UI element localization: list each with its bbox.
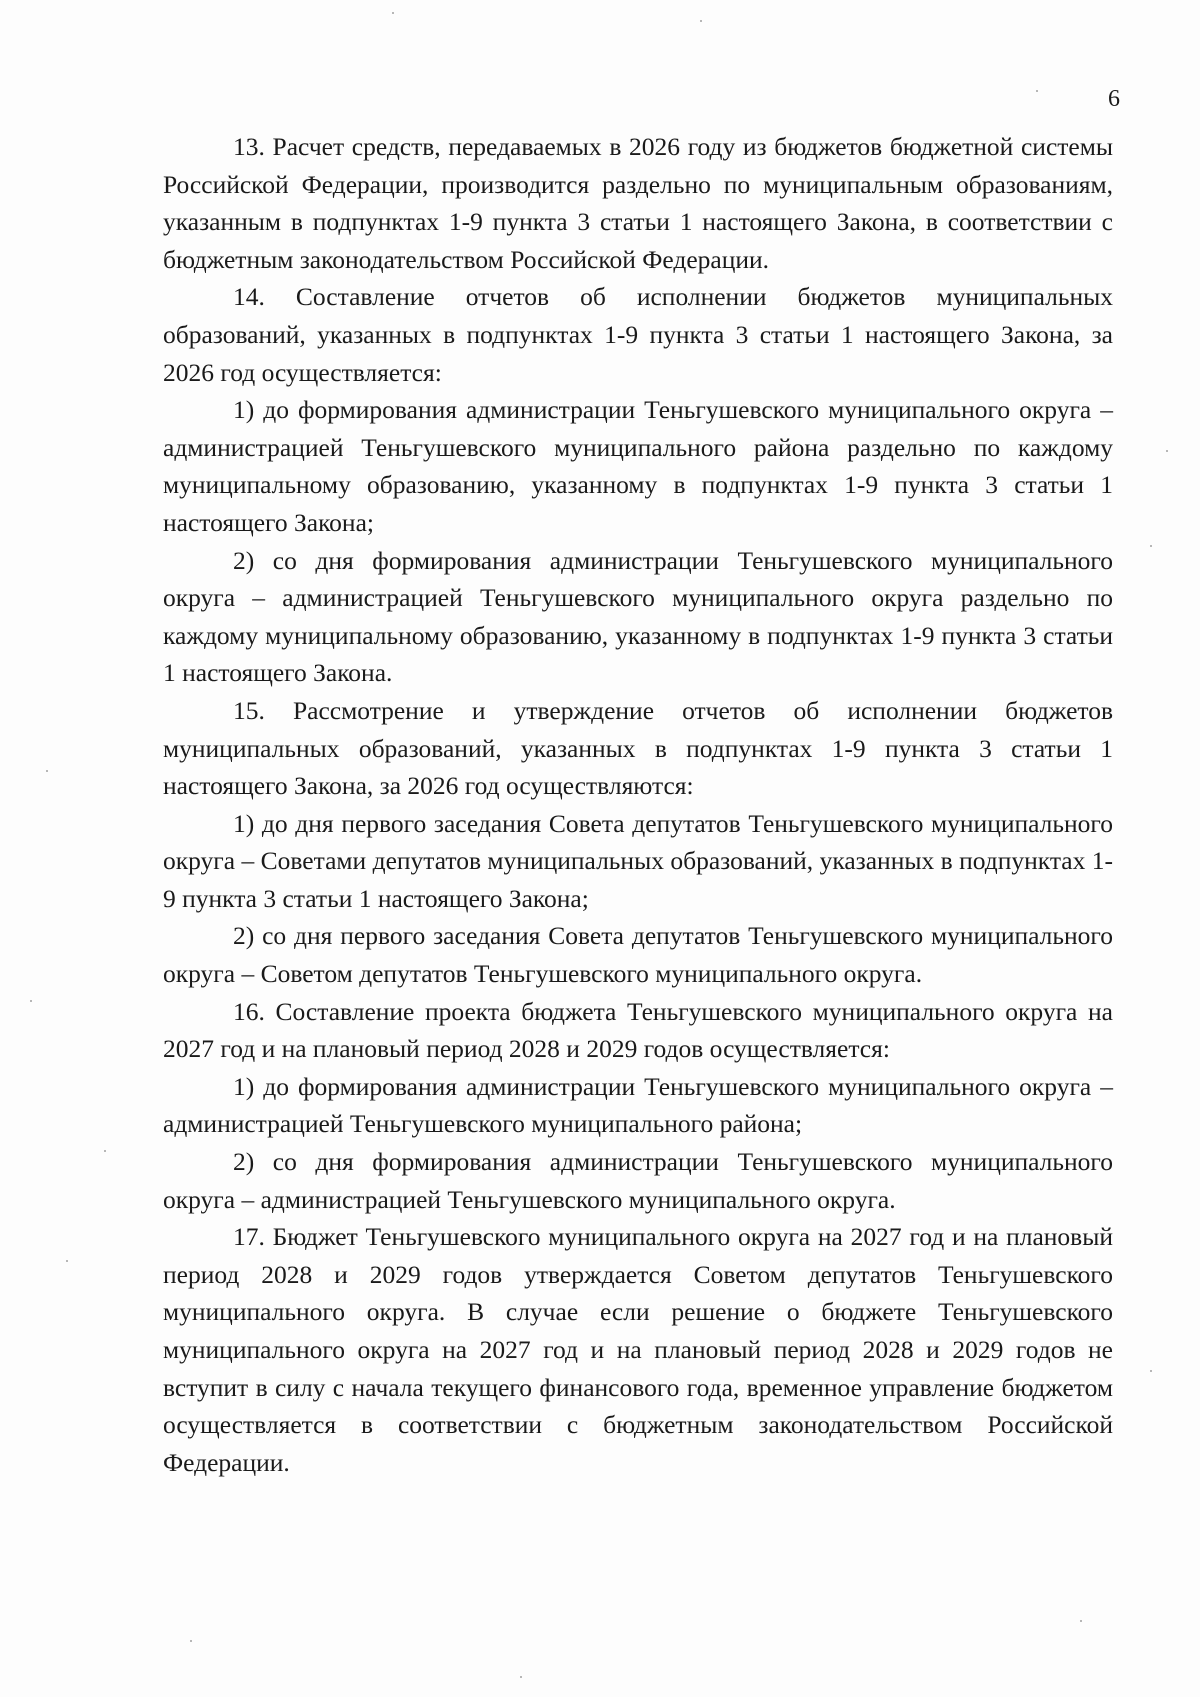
paragraph-15-item-2: 2) со дня первого заседания Совета депутатов Теньгушевского муниципального округа – Советом депутатов Теньгушевского муниципального округа.	[163, 921, 1113, 989]
scan-speck	[66, 1260, 68, 1262]
scan-speck	[1166, 450, 1168, 452]
paragraph-14: 14. Составление отчетов об исполнении бюджетов муниципальных образований, указанных в подпунктах 1-9 пункта 3 статьи 1 настоящего Закона, за 2026 год осуществляется:	[163, 282, 1113, 387]
paragraph-16-item-1: 1) до формирования администрации Теньгушевского муниципального округа – администрацией Теньгушевского муниципального района;	[163, 1071, 1113, 1139]
scan-speck	[30, 1000, 32, 1002]
scan-speck	[1036, 90, 1038, 92]
scan-speck	[104, 1150, 106, 1152]
scan-speck	[700, 20, 702, 22]
paragraph-15: 15. Рассмотрение и утверждение отчетов об исполнении бюджетов муниципальных образований, указанных в подпунктах 1-9 пункта 3 статьи 1 настоящего Закона, за 2026 год осуществляются:	[163, 695, 1113, 801]
scan-speck	[392, 12, 394, 14]
paragraph-13: 13. Расчет средств, передаваемых в 2026 году из бюджетов бюджетной системы Российской Федерации, производится раздельно по муниципальным образованиям, указанным в подпунктах 1-9 пункта 3 статьи 1 настоящего Закона, в соответствии с бюджетным законодательством Российской Федерации.	[163, 132, 1113, 274]
paragraph-14-item-2: 2) со дня формирования администрации Теньгушевского муниципального округа – администрацией Теньгушевского муниципального округа раздельно по каждому муниципальному образованию, указанному в подпунктах 1-9 пункта 3 статьи 1 настоящего Закона.	[163, 545, 1113, 688]
page-number: 6	[1108, 86, 1120, 112]
scan-speck	[46, 770, 48, 772]
paragraph-16-item-2: 2) со дня формирования администрации Теньгушевского муниципального округа – администрацией Теньгушевского муниципального округа.	[163, 1147, 1113, 1214]
document-body	[163, 128, 1113, 1481]
paragraph-15-item-1: 1) до дня первого заседания Совета депутатов Теньгушевского муниципального округа – Советами депутатов муниципальных образований, указанных в подпунктах 1-9 пункта 3 статьи 1 настоящего Закона;	[163, 808, 1113, 913]
paragraph-17: 17. Бюджет Теньгушевского муниципального округа на 2027 год и на плановый период 2028 и 2029 годов утверждается Советом депутатов Теньгушевского муниципального округа. В случае если решение о бюджете Теньгушевского муниципального округа на 2027 год и на плановый период 2028 и 2029 годов не вступит в силу с начала текущего финансового года, временное управление бюджетом осуществляется в соответствии с бюджетным законодательством Российской Федерации.	[163, 1222, 1113, 1477]
paragraph-16: 16. Составление проекта бюджета Теньгушевского муниципального округа на 2027 год и на плановый период 2028 и 2029 годов осуществляется:	[163, 996, 1113, 1064]
scan-speck	[520, 1676, 522, 1678]
scan-speck	[1150, 1370, 1152, 1372]
scan-speck	[190, 1640, 192, 1642]
scan-speck	[1080, 1620, 1082, 1622]
paragraph-14-item-1: 1) до формирования администрации Теньгушевского муниципального округа – администрацией Теньгушевского муниципального района раздельно по каждому муниципальному образованию, указанному в подпунктах 1-9 пункта 3 статьи 1 настоящего Закона;	[163, 395, 1113, 537]
scan-speck	[1150, 545, 1152, 547]
